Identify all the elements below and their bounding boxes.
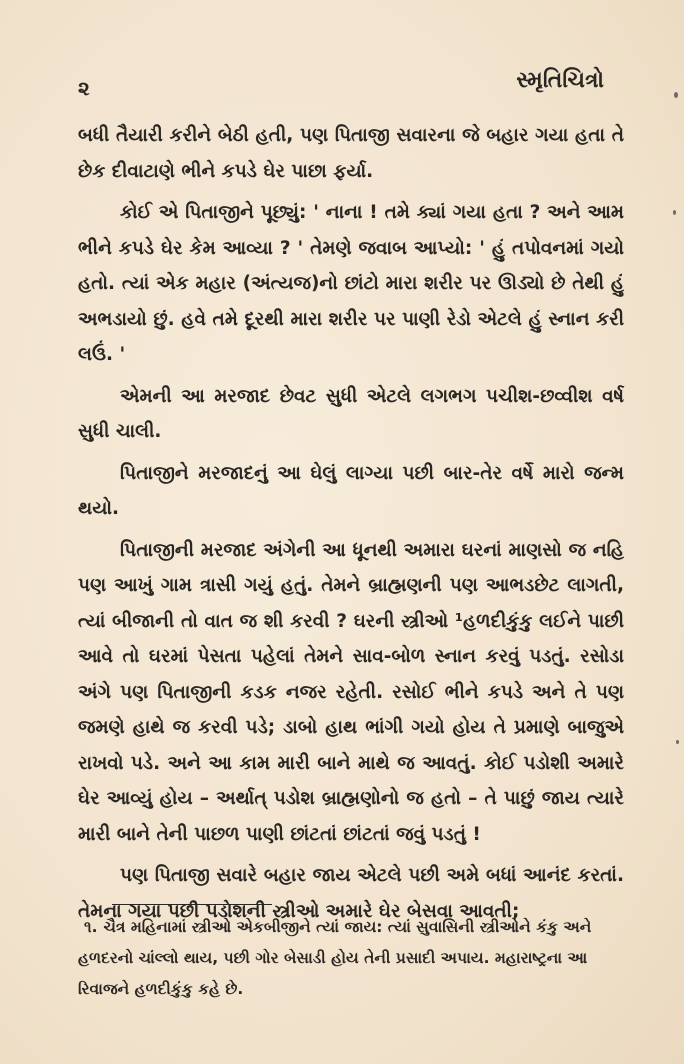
- footnote-divider: [112, 904, 272, 905]
- page-header: [78, 68, 604, 98]
- page-number: ૨: [78, 76, 90, 100]
- paper-speck: [674, 92, 678, 98]
- paper-speck: [673, 210, 676, 215]
- paragraph: પિતાજીની મરજાદ અંગેની આ ધૂનથી અમારા ઘરનાં માણસો જ નહિ પણ આખું ગામ ત્રાસી ગયું હતું. તેમને બ્રાહ્મણની પણ આભડછેટ લાગતી, ત્યાં બીજાની તો વાત જ શી કરવી ? ઘરની સ્ત્રીઓ ¹હળદીકુંકુ લઈને પાછી આવે તો ઘરમાં પેસતા પહેલાં તેમને સાવ-બોળ સ્નાન કરવું પડતું. રસોડા અંગે પણ પિતાજીની કડક નજર રહેતી. રસોઈ ભીને કપડે અને તે પણ જમણે હાથે જ કરવી પડે; ડાબો હાથ ભાંગી ગયો હોય તે પ્રમાણે બાજુએ રાખવો પડે. અને આ કામ મારી બાને માથે જ આવતું. કોઈ પડોશી અમારે ઘેર આવ્યું હોય – અર્થાત્ પડોશ બ્રાહ્મણોનો જ હતો – તે પાછું જાય ત્યારે મારી બાને તેની પાછળ પાણી છાંટતાં છાંટતાં જવું પડતું !: [78, 539, 624, 845]
- footnote-marker: ૧.: [84, 918, 98, 936]
- paragraph: બધી તૈયારી કરીને બેઠી હતી, પણ પિતાજી સવારના જે બહાર ગયા હતા તે છેક દીવાટાણે ભીને કપડે ઘેર પાછા ફર્યા.: [78, 125, 624, 182]
- body-text: [78, 118, 624, 935]
- paragraph: એમની આ મરજાદ છેવટ સુધી એટલે લગભગ પચીશ-છવ્વીશ વર્ષ સુધી ચાલી.: [78, 385, 624, 442]
- paragraph: પિતાજીને મરજાદનું આ ઘેલું લાગ્યા પછી બાર-તેર વર્ષે મારો જન્મ થયો.: [78, 462, 624, 519]
- footnote: [78, 912, 624, 1005]
- paragraph: પણ પિતાજી સવારે બહાર જાય એટલે પછી અમે બધાં આનંદ કરતાં. તેમના ગયા પછી પડોશની સ્ત્રીઓ અમારે ઘેર બેસવા આવતી;: [78, 865, 624, 922]
- running-title: સ્મૃતિચિત્રો: [516, 68, 604, 93]
- paper-speck: [676, 740, 679, 744]
- paragraph: કોઈ એ પિતાજીને પૂછ્યું: ' નાના ! તમે ક્યાં ગયા હતા ? અને આમ ભીને કપડે ઘેર કેમ આવ્યા ? ' તેમણે જવાબ આપ્યો: ' હું તપોવનમાં ગયો હતો. ત્યાં એક મહાર (અંત્યજ)નો છાંટો મારા શરીર પર ઊડ્યો છે તેથી હું અભડાયો છું. હવે તમે દૂરથી મારા શરીર પર પાણી રેડો એટલે હું સ્નાન કરી લઉં. ': [78, 202, 624, 365]
- footnote-text: ચૈત્ર મહિનામાં સ્ત્રીઓ એકબીજીને ત્યાં જાય: ત્યાં સુવાસિની સ્ત્રીઓને કંકુ અને હળદરનો ચાંલ્લો થાય, પછી ગોર બેસાડી હોય તેની પ્રસાદી અપાય. મહારાષ્ટ્રના આ રિવાજને હળદીકુંકુ કહે છે.: [78, 918, 592, 998]
